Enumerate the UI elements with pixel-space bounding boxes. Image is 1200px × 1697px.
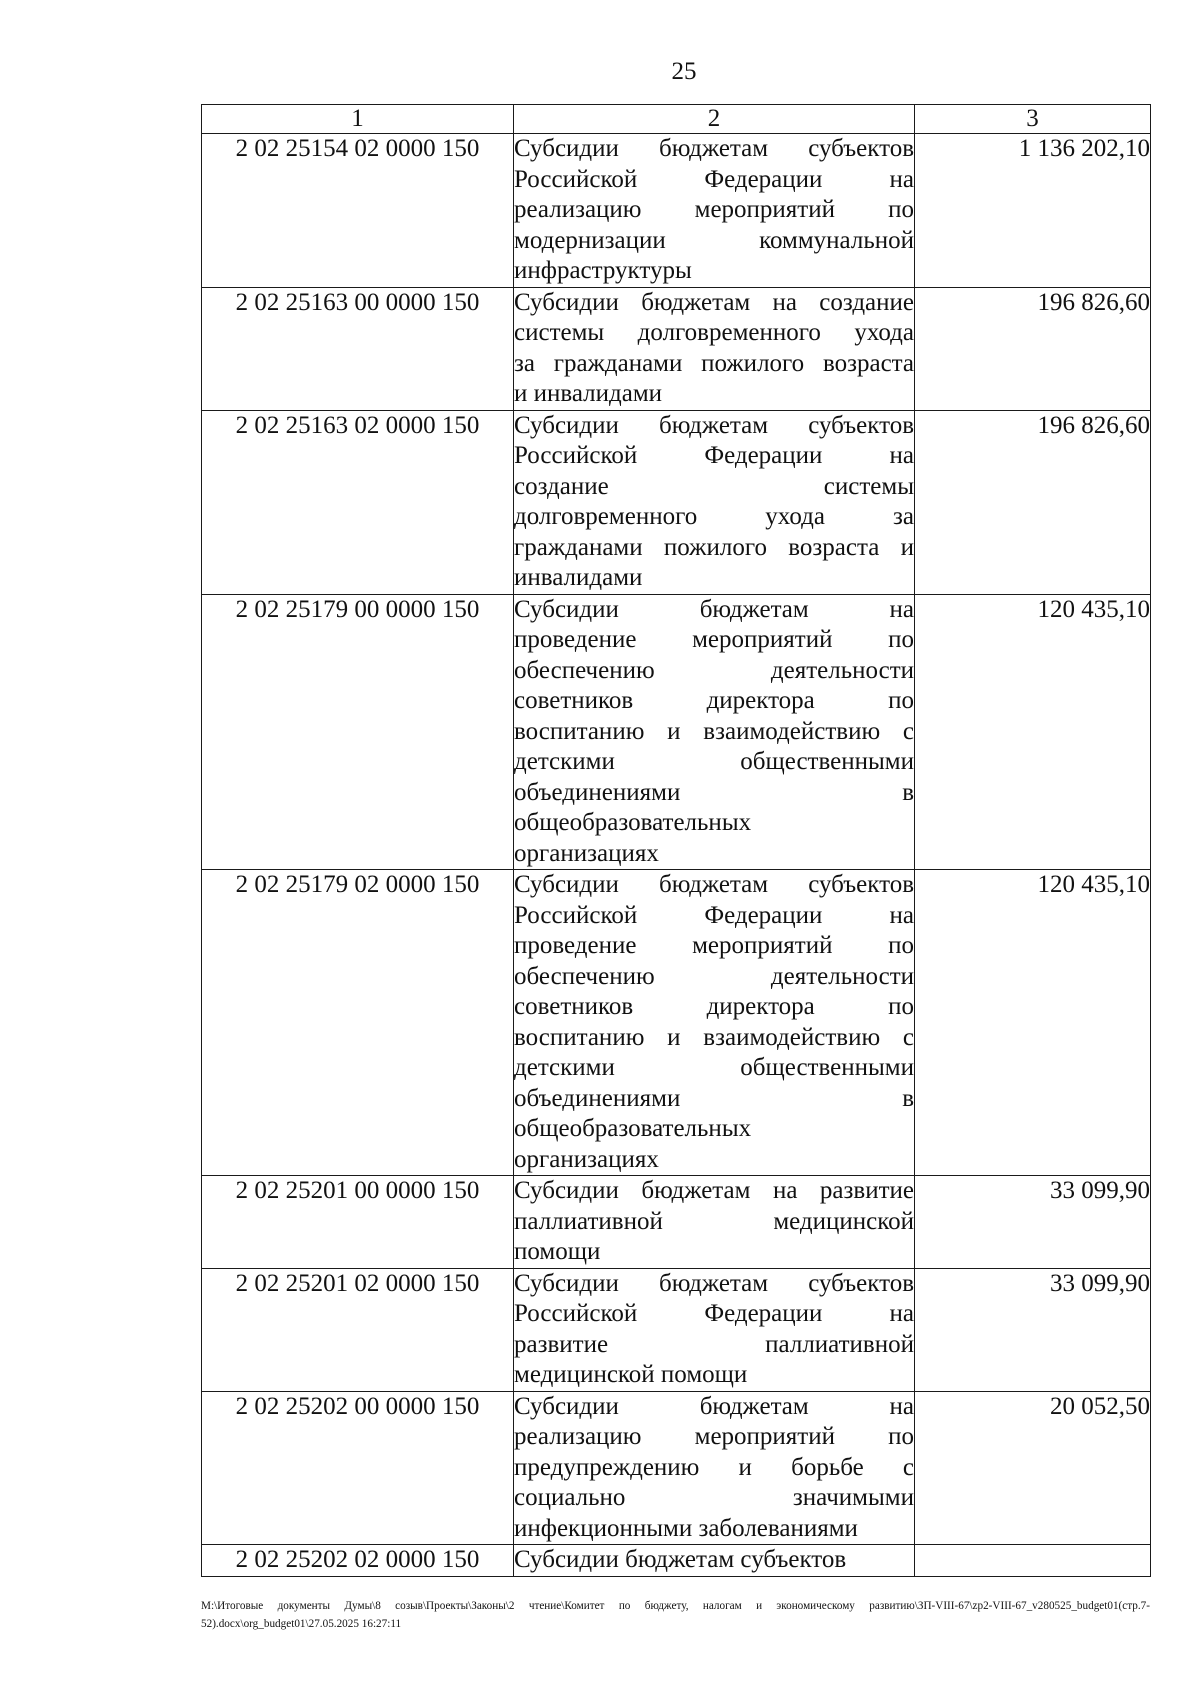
amount-cell: 120 435,10 [915,870,1151,1176]
description-line: объединениями в [514,1084,914,1112]
budget-code-cell: 2 02 25202 00 0000 150 [202,1391,514,1545]
description-cell [514,410,915,594]
budget-code-cell: 2 02 25201 02 0000 150 [202,1268,514,1391]
description-line: организациях [514,839,659,867]
description-line: Субсидии бюджетам на [514,595,914,623]
description-line: советников директора по [514,993,914,1020]
description-line: советников директора по [514,687,914,714]
description-line: Российской Федерации на [514,442,914,469]
table-header-row [202,105,1151,134]
description-line: Российской Федерации на [514,1300,914,1327]
description-line: Субсидии бюджетам субъектов [514,1546,847,1573]
description-line: инфраструктуры [514,257,692,284]
description-line: паллиативной медицинской [514,1207,914,1235]
description-line: Субсидии бюджетам на развитие [514,1177,914,1204]
table-row [202,870,1151,1176]
description-line: объединениями в [514,778,914,806]
description-line: воспитанию и взаимодействию с [514,717,914,745]
description-line: Субсидии бюджетам субъектов [514,135,914,162]
description-line: помощи [514,1238,601,1265]
description-line: воспитанию и взаимодействию с [514,1023,914,1051]
description-line: Субсидии бюджетам субъектов [514,871,914,898]
description-line: создание системы [514,472,914,500]
description-line: за гражданами пожилого возраста [514,349,914,377]
description-line: социально значимыми [514,1484,914,1511]
description-line: детскими общественными [514,748,914,775]
description-cell [514,1268,915,1391]
table-row [202,134,1151,288]
amount-cell: 120 435,10 [915,594,1151,870]
table-row [202,410,1151,594]
description-line: обеспечению деятельности [514,656,914,684]
amount-cell: 1 136 202,10 [915,134,1151,288]
description-line: инфекционными заболеваниями [514,1514,858,1542]
amount-cell: 33 099,90 [915,1176,1151,1269]
description-line: Российской Федерации на [514,165,914,193]
description-line: обеспечению деятельности [514,962,914,990]
description-cell [514,1391,915,1545]
description-cell [514,1176,915,1269]
page-number: 25 [671,58,697,85]
budget-code-cell: 2 02 25163 00 0000 150 [202,287,514,410]
footer-file-path: M:\Итоговые документы Думы\8 созыв\Проекты\Законы\2 чтение\Комитет по бюджету, налогам и экономическому развитию\ЗП-VIII-67\zp2-VIII-67_v280525_budget01(стр.7-52).docx\org_budget01\27.05.2025 16:27:11 [201,1600,1150,1630]
amount-cell: 196 826,60 [915,287,1151,410]
budget-table [201,104,1151,1577]
description-line: детскими общественными [514,1054,914,1081]
description-line: общеобразовательных [514,809,752,836]
description-line: Субсидии бюджетам субъектов [514,411,914,439]
description-line: предупреждению и борьбе с [514,1453,914,1481]
table-row [202,594,1151,870]
description-line: гражданами пожилого возраста и [514,533,914,561]
description-line: развитие паллиативной [514,1330,914,1358]
budget-code-cell: 2 02 25202 02 0000 150 [202,1545,514,1577]
column-header-code: 1 [202,105,514,134]
description-line: реализацию мероприятий по [514,196,914,223]
description-line: и инвалидами [514,380,663,407]
description-cell [514,870,915,1176]
column-header-amount: 3 [915,105,1151,134]
description-line: Субсидии бюджетам на создание [514,288,914,316]
description-line: медицинской помощи [514,1361,748,1388]
table-row [202,1545,1151,1577]
description-line: инвалидами [514,564,643,591]
budget-code-cell: 2 02 25201 00 0000 150 [202,1176,514,1269]
column-header-description: 2 [514,105,915,134]
description-line: проведение мероприятий по [514,626,914,653]
table-row [202,1268,1151,1391]
description-line: Субсидии бюджетам субъектов [514,1269,914,1297]
budget-code-cell: 2 02 25163 02 0000 150 [202,410,514,594]
budget-code-cell: 2 02 25179 02 0000 150 [202,870,514,1176]
amount-cell: 20 052,50 [915,1391,1151,1545]
description-line: Субсидии бюджетам на [514,1392,914,1420]
description-cell [514,594,915,870]
amount-cell: 196 826,60 [915,410,1151,594]
budget-code-cell: 2 02 25154 02 0000 150 [202,134,514,288]
amount-cell: 33 099,90 [915,1268,1151,1391]
table-row [202,1391,1151,1545]
description-line: Российской Федерации на [514,901,914,929]
description-line: реализацию мероприятий по [514,1423,914,1450]
amount-cell [915,1545,1151,1577]
description-line: проведение мероприятий по [514,932,914,959]
table-row [202,287,1151,410]
budget-code-cell: 2 02 25179 00 0000 150 [202,594,514,870]
description-cell [514,134,915,288]
description-line: модернизации коммунальной [514,226,914,254]
table-row [202,1176,1151,1269]
description-line: общеобразовательных [514,1115,752,1142]
description-cell [514,1545,915,1577]
description-line: системы долговременного ухода [514,319,914,346]
description-line: долговременного ухода за [514,503,914,530]
description-cell [514,287,915,410]
description-line: организациях [514,1145,659,1173]
